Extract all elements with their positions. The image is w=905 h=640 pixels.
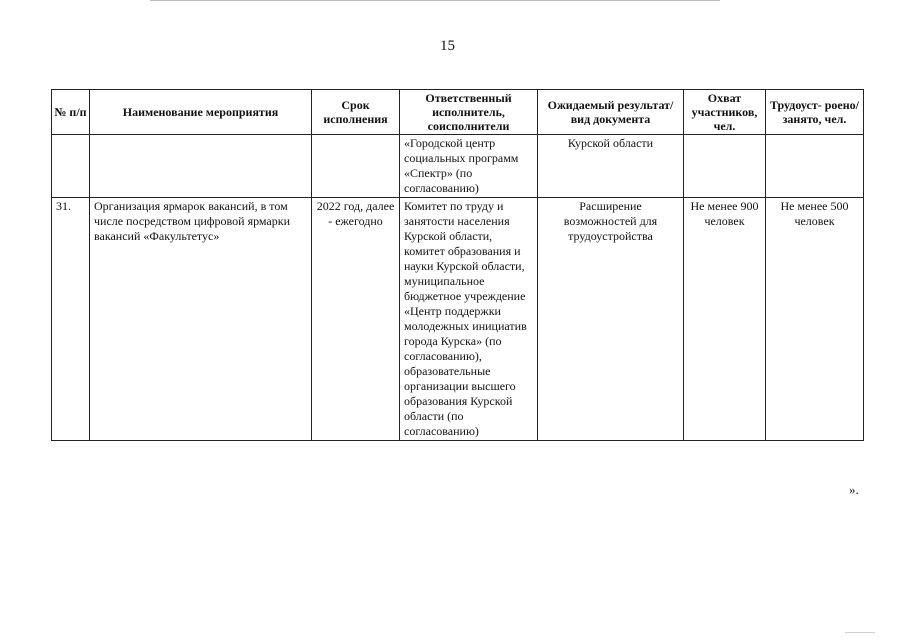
scan-edge-line [845,632,875,633]
header-num: № п/п [52,90,90,135]
cell-responsible: «Городской центр социальных программ «Спектр» (по согласованию) [400,135,538,198]
cell-term: 2022 год, далее - ежегодно [312,198,400,441]
cell-responsible: Комитет по труду и занятости населения Курской области, комитет образования и науки Курской области, муниципальное бюджетное учреждение «Центр поддержки молодежных инициатив города Курска» (по согласованию), образовательные организации высшего образования Курской области (по согласованию) [400,198,538,441]
closing-quote-mark: ». [849,482,859,497]
header-responsible: Ответственный исполнитель, соисполнители [400,90,538,135]
header-term: Срок исполнения [312,90,400,135]
page-number: 15 [440,38,455,54]
cell-name: Организация ярмарок вакансий, в том числе посредством цифровой ярмарки вакансий «Факультетус» [90,198,312,441]
cell-term [312,135,400,198]
events-table [51,89,864,441]
cell-num [52,135,90,198]
header-name: Наименование мероприятия [90,90,312,135]
cell-coverage [684,135,766,198]
cell-employed [766,135,864,198]
cell-expected: Расширение возможностей для трудоустройства [538,198,684,441]
header-expected: Ожидаемый результат/вид документа [538,90,684,135]
table-header-row [52,90,864,135]
table-row [52,198,864,441]
scan-edge-line [150,0,720,1]
header-coverage: Охват участников, чел. [684,90,766,135]
header-employed: Трудоуст- роено/занято, чел. [766,90,864,135]
table-row [52,135,864,198]
cell-employed: Не менее 500 человек [766,198,864,441]
cell-expected: Курской области [538,135,684,198]
cell-name [90,135,312,198]
cell-num: 31. [52,198,90,441]
cell-coverage: Не менее 900 человек [684,198,766,441]
